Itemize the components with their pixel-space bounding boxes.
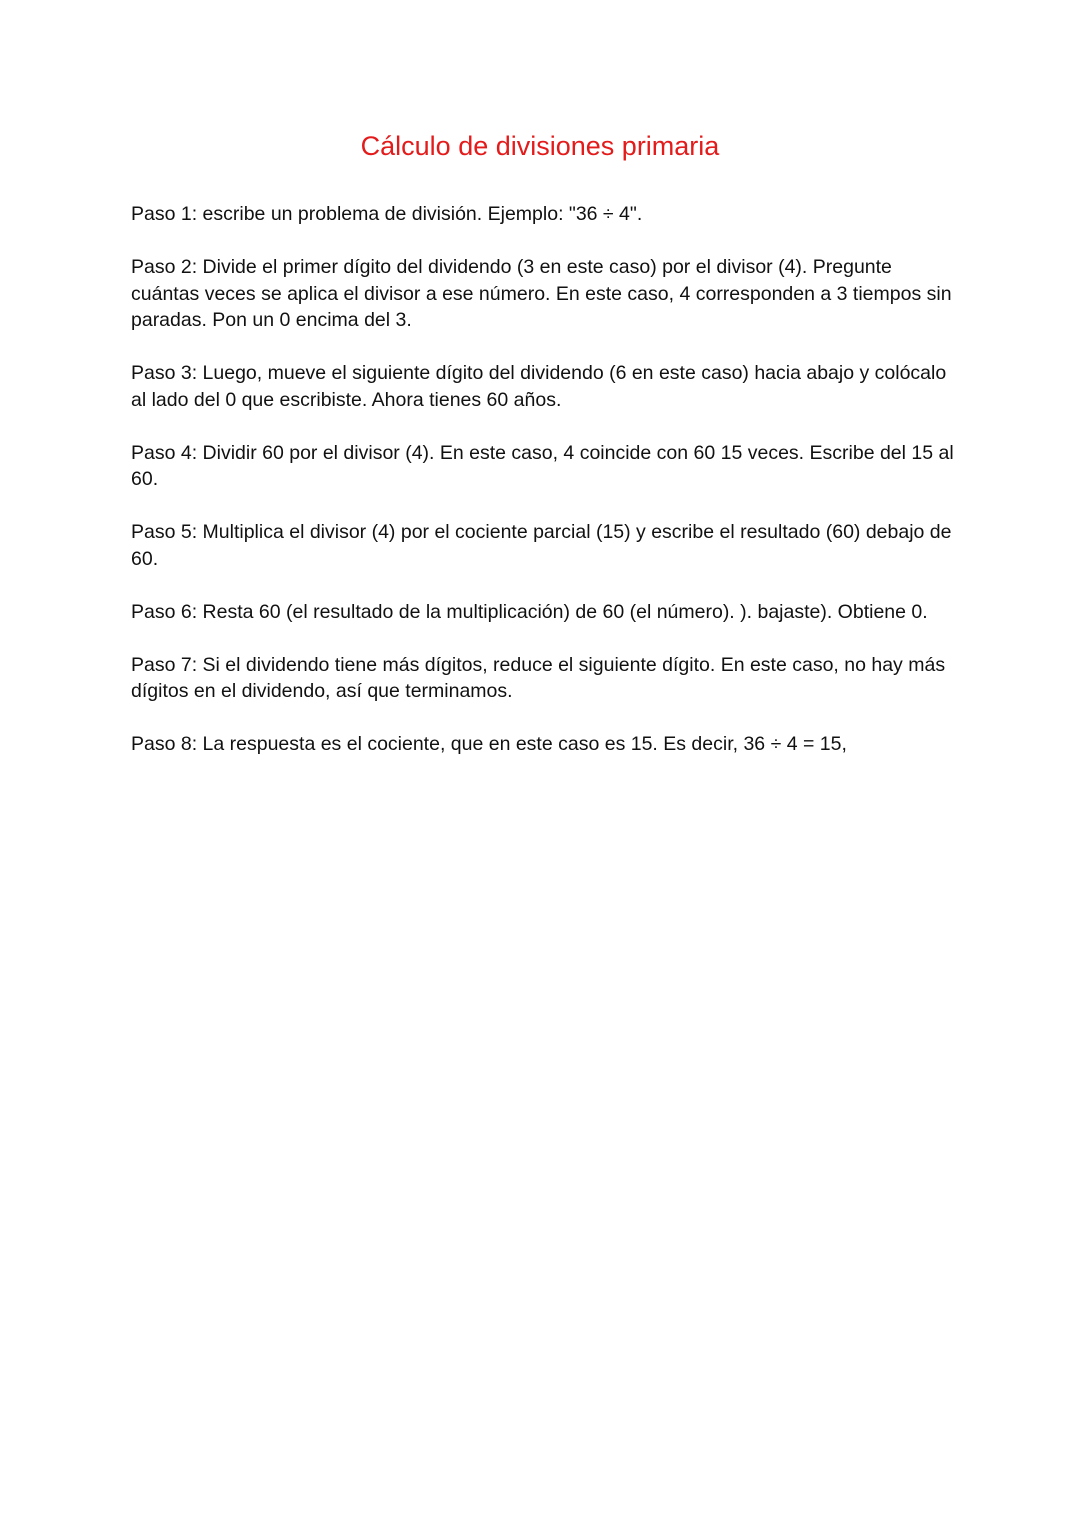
- step-2: Paso 2: Divide el primer dígito del dividendo (3 en este caso) por el divisor (4). Pregunte cuántas veces se aplica el divisor a ese número. En este caso, 4 corresponden a 3 tiempos sin paradas. Pon un 0 encima del 3.: [131, 256, 952, 331]
- steps-list: [131, 201, 961, 784]
- step-1: Paso 1: escribe un problema de división. Ejemplo: "36 ÷ 4".: [131, 203, 643, 225]
- step-8: Paso 8: La respuesta es el cociente, que en este caso es 15. Es decir, 36 ÷ 4 = 15,: [131, 733, 847, 755]
- step-4: Paso 4: Dividir 60 por el divisor (4). En este caso, 4 coincide con 60 15 veces. Escribe del 15 al 60.: [131, 441, 954, 490]
- document-title: Cálculo de divisiones primaria: [360, 131, 720, 161]
- step-3: Paso 3: Luego, mueve el siguiente dígito del dividendo (6 en este caso) hacia abajo y colócalo al lado del 0 que escribiste. Ahora tienes 60 años.: [131, 362, 947, 411]
- step-5: Paso 5: Multiplica el divisor (4) por el cociente parcial (15) y escribe el resultado (60) debajo de 60.: [131, 521, 952, 570]
- step-6: Paso 6: Resta 60 (el resultado de la multiplicación) de 60 (el número). ). bajaste). Obtiene 0.: [131, 600, 928, 623]
- step-7: Paso 7: Si el dividendo tiene más dígitos, reduce el siguiente dígito. En este caso, no hay más dígitos en el dividendo, así que terminamos.: [131, 653, 946, 702]
